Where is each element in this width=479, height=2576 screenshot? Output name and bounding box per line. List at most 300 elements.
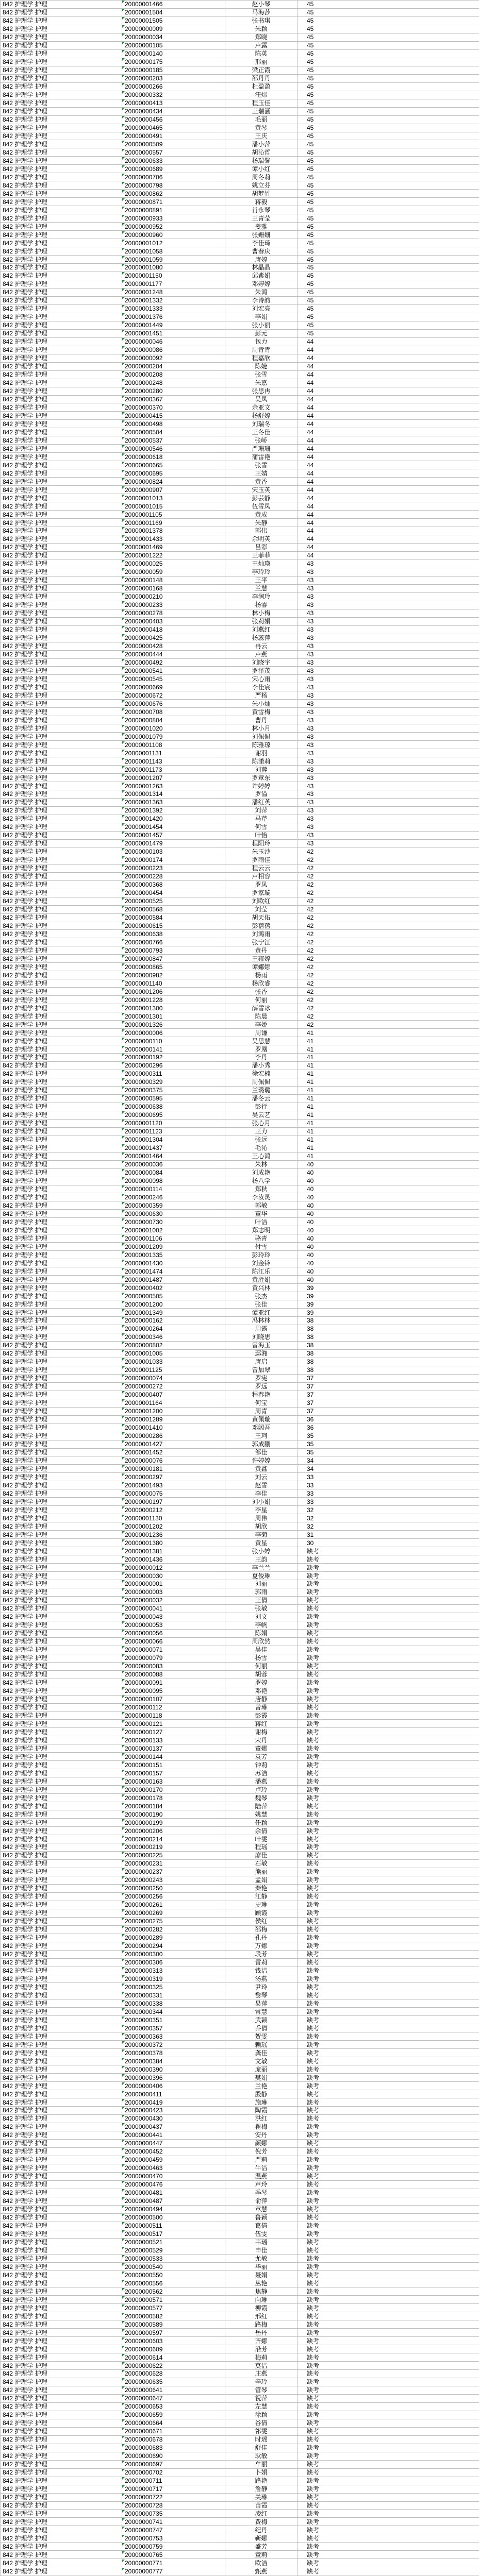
major-text: 842 护理学 护理	[3, 1201, 47, 1209]
exam-id-cell	[122, 1728, 225, 1736]
table-row	[1, 1391, 479, 1399]
exam-id-cell	[122, 1407, 225, 1415]
major-cell	[1, 296, 122, 304]
table-row	[1, 66, 479, 74]
student-name-text: 王韵	[255, 1555, 268, 1563]
exam-id-cell	[122, 1596, 225, 1604]
score-cell	[298, 1152, 479, 1160]
major-text: 842 护理学 护理	[3, 2534, 47, 2542]
major-text: 842 护理学 护理	[3, 2419, 47, 2427]
exam-id-cell	[122, 2435, 225, 2444]
table-row	[1, 494, 479, 502]
score-cell	[298, 1506, 479, 1514]
exam-id-cell	[122, 2271, 225, 2279]
major-cell	[1, 1004, 122, 1012]
exam-id-cell	[122, 1991, 225, 1999]
score-cell	[298, 1358, 479, 1366]
score-cell	[298, 2197, 479, 2205]
major-cell	[1, 2329, 122, 2337]
major-text: 842 护理学 护理	[3, 766, 47, 773]
exam-id-text: 20000000256	[125, 1893, 163, 1901]
major-text: 842 护理学 护理	[3, 321, 47, 329]
student-name-text: 任颖	[255, 1819, 268, 1826]
exam-id-cell	[122, 2107, 225, 2115]
major-cell	[1, 1999, 122, 2008]
score-text: 缺考	[307, 2501, 320, 2509]
table-row	[1, 403, 479, 412]
score-text: 缺考	[307, 1909, 320, 1917]
student-name-cell	[225, 362, 298, 370]
student-name-text: 黎琴	[255, 1991, 268, 1999]
student-name-cell	[225, 1983, 298, 1991]
major-cell	[1, 2370, 122, 2378]
student-name-cell	[225, 140, 298, 148]
table-row	[1, 148, 479, 157]
student-name-text: 叶雯	[255, 1835, 268, 1843]
major-text: 842 护理学 护理	[3, 1317, 47, 1325]
student-name-cell	[225, 1070, 298, 1078]
major-text: 842 护理学 护理	[3, 1827, 47, 1835]
student-name-text: 黄香	[255, 478, 268, 485]
exam-id-text: 20000000053	[125, 1621, 163, 1629]
score-text: 40	[307, 1243, 314, 1250]
score-text: 38	[307, 1333, 314, 1341]
major-cell	[1, 1901, 122, 1909]
table-row	[1, 2172, 479, 2180]
major-cell	[1, 733, 122, 741]
student-name-cell	[225, 1267, 298, 1276]
major-cell	[1, 25, 122, 33]
score-text: 缺考	[307, 1852, 320, 1859]
table-row	[1, 2345, 479, 2353]
exam-id-text: 20000000148	[125, 577, 163, 584]
exam-id-text: 20000000370	[125, 403, 163, 411]
student-name-cell	[225, 198, 298, 206]
score-cell	[298, 568, 479, 576]
major-text: 842 护理学 护理	[3, 1440, 47, 1448]
exam-id-text: 20000000933	[125, 214, 163, 222]
student-name-cell	[225, 601, 298, 609]
exam-id-cell	[122, 1695, 225, 1703]
score-text: 41	[307, 1078, 314, 1086]
exam-id-cell	[122, 2255, 225, 2263]
table-row	[1, 2501, 479, 2510]
student-name-cell	[225, 1432, 298, 1440]
score-text: 44	[307, 354, 314, 362]
major-text: 842 护理学 护理	[3, 1366, 47, 1374]
student-name-text: 王青莹	[252, 214, 271, 222]
table-row	[1, 2287, 479, 2296]
exam-id-cell	[122, 823, 225, 831]
exam-id-text: 20000000071	[125, 1646, 163, 1654]
score-text: 45	[307, 83, 314, 91]
major-text: 842 护理学 护理	[3, 2016, 47, 2024]
exam-id-cell	[122, 239, 225, 247]
major-cell	[1, 2493, 122, 2501]
exam-id-cell	[122, 1531, 225, 1539]
student-name-text: 史琳	[255, 1901, 268, 1909]
major-text: 842 护理学 护理	[3, 658, 47, 666]
major-text: 842 护理学 护理	[3, 1161, 47, 1168]
exam-id-text: 20000000540	[125, 2263, 163, 2270]
score-text: 缺考	[307, 1613, 320, 1621]
exam-id-cell	[122, 1127, 225, 1136]
score-cell	[298, 403, 479, 412]
major-cell	[1, 2337, 122, 2345]
exam-id-text: 20000000463	[125, 2164, 163, 2172]
table-row	[1, 1876, 479, 1884]
student-name-cell	[225, 1456, 298, 1465]
student-name-text: 芦玲	[255, 2181, 268, 2189]
score-cell	[298, 99, 479, 107]
major-cell	[1, 930, 122, 938]
score-text: 缺考	[307, 1893, 320, 1901]
major-text: 842 护理学 护理	[3, 2263, 47, 2270]
table-row	[1, 2098, 479, 2107]
exam-id-cell	[122, 675, 225, 683]
exam-id-text: 20000001059	[125, 256, 163, 263]
exam-id-text: 20000000747	[125, 2526, 163, 2534]
student-name-cell	[225, 617, 298, 625]
score-cell	[298, 2320, 479, 2329]
major-text: 842 护理学 护理	[3, 2271, 47, 2279]
exam-id-cell	[122, 815, 225, 823]
major-text: 842 护理学 护理	[3, 1210, 47, 1217]
major-cell	[1, 223, 122, 231]
score-text: 42	[307, 996, 314, 1004]
exam-id-text: 20000001236	[125, 1531, 163, 1538]
major-cell	[1, 190, 122, 198]
major-text: 842 护理学 护理	[3, 132, 47, 140]
major-cell	[1, 691, 122, 700]
score-text: 缺考	[307, 2428, 320, 2435]
table-row	[1, 1382, 479, 1391]
student-name-cell	[225, 1777, 298, 1786]
student-name-cell	[225, 2468, 298, 2477]
student-name-text: 汪炜	[255, 91, 268, 99]
exam-id-text: 20000001173	[125, 766, 162, 773]
major-text: 842 护理学 护理	[3, 1292, 47, 1300]
score-text: 42	[307, 930, 314, 938]
score-table-body	[1, 1, 479, 2576]
student-name-cell	[225, 8, 298, 16]
student-name-cell	[225, 988, 298, 996]
score-cell	[298, 1662, 479, 1670]
student-name-text: 凌红	[255, 2510, 268, 2517]
student-name-cell	[225, 1662, 298, 1670]
exam-id-text: 20000000641	[125, 2386, 163, 2394]
student-name-text: 陈娟	[255, 1630, 268, 1637]
student-name-text: 黄琴	[255, 124, 268, 132]
student-name-text: 李佳宸	[252, 683, 271, 691]
student-name-cell	[225, 2098, 298, 2107]
score-cell	[298, 1720, 479, 1728]
exam-id-text: 20000000487	[125, 2197, 163, 2205]
score-cell	[298, 412, 479, 420]
student-name-text: 陶霞	[255, 2107, 268, 2114]
major-text: 842 护理学 护理	[3, 1646, 47, 1654]
student-name-text: 张雪	[255, 461, 268, 469]
score-text: 40	[307, 1193, 314, 1201]
exam-id-text: 20000001430	[125, 1259, 163, 1267]
student-name-text: 谢羽	[255, 749, 268, 757]
student-name-cell	[225, 1168, 298, 1177]
score-text: 缺考	[307, 2115, 320, 2123]
student-name-text: 俞萍	[255, 2197, 268, 2205]
student-name-cell	[225, 831, 298, 839]
score-text: 45	[307, 124, 314, 132]
table-row	[1, 231, 479, 239]
student-name-text: 邵梅	[255, 1926, 268, 1934]
score-cell	[298, 1473, 479, 1481]
major-text: 842 护理学 护理	[3, 2090, 47, 2098]
major-cell	[1, 1827, 122, 1835]
score-cell	[298, 1054, 479, 1062]
student-name-cell	[225, 2320, 298, 2329]
major-text: 842 护理学 护理	[3, 99, 47, 107]
major-cell	[1, 1736, 122, 1744]
major-text: 842 护理学 护理	[3, 741, 47, 749]
score-text: 44	[307, 502, 314, 510]
exam-id-text: 20000000804	[125, 716, 163, 724]
exam-id-cell	[122, 1201, 225, 1210]
major-text: 842 护理学 护理	[3, 856, 47, 864]
exam-id-cell	[122, 1580, 225, 1588]
score-cell	[298, 1374, 479, 1382]
student-name-text: 钟莉	[255, 1761, 268, 1769]
exam-id-cell	[122, 1012, 225, 1021]
major-cell	[1, 1498, 122, 1506]
major-cell	[1, 2460, 122, 2468]
exam-id-text: 20000000163	[125, 1777, 163, 1785]
student-name-cell	[225, 1859, 298, 1868]
major-cell	[1, 1547, 122, 1555]
score-cell	[298, 239, 479, 247]
student-name-cell	[225, 1448, 298, 1456]
table-row	[1, 58, 479, 66]
score-text: 44	[307, 363, 314, 370]
student-name-text: 严杨	[255, 691, 268, 699]
student-name-text: 王冬佳	[252, 428, 271, 436]
exam-id-text: 20000001304	[125, 1136, 163, 1144]
major-text: 842 护理学 护理	[3, 1580, 47, 1588]
major-text: 842 护理学 护理	[3, 1687, 47, 1695]
exam-id-text: 20000000294	[125, 1942, 163, 1950]
score-text: 缺考	[307, 1967, 320, 1975]
exam-id-cell	[122, 642, 225, 650]
score-text: 缺考	[307, 2526, 320, 2534]
score-text: 缺考	[307, 1605, 320, 1613]
table-row	[1, 2510, 479, 2518]
score-cell	[298, 724, 479, 733]
score-cell	[298, 124, 479, 132]
student-name-text: 赵雪	[255, 1481, 268, 1489]
major-cell	[1, 1983, 122, 1991]
student-name-text: 杨雨	[255, 971, 268, 979]
major-cell	[1, 650, 122, 658]
major-text: 842 护理学 护理	[3, 2395, 47, 2402]
score-cell	[298, 1942, 479, 1950]
table-row	[1, 2304, 479, 2312]
table-row	[1, 2526, 479, 2534]
student-name-cell	[225, 576, 298, 584]
score-cell	[298, 264, 479, 272]
score-cell	[298, 1736, 479, 1744]
exam-id-text: 20000000264	[125, 1325, 163, 1333]
exam-id-cell	[122, 1629, 225, 1637]
exam-id-text: 20000000960	[125, 231, 163, 239]
student-name-cell	[225, 1086, 298, 1094]
exam-id-text: 20000000006	[125, 1029, 163, 1037]
student-name-cell	[225, 823, 298, 831]
major-cell	[1, 1934, 122, 1942]
student-name-text: 严莉	[255, 2156, 268, 2164]
student-name-text: 张小婷	[252, 1547, 271, 1555]
table-row	[1, 1555, 479, 1564]
major-cell	[1, 1761, 122, 1769]
score-text: 缺考	[307, 1744, 320, 1752]
table-row	[1, 1819, 479, 1827]
student-name-cell	[225, 2032, 298, 2041]
table-row	[1, 592, 479, 601]
exam-id-text: 20000000162	[125, 1317, 163, 1325]
major-text: 842 护理学 护理	[3, 897, 47, 905]
exam-id-cell	[122, 214, 225, 223]
student-name-cell	[225, 782, 298, 790]
exam-id-cell	[122, 1819, 225, 1827]
exam-id-cell	[122, 1810, 225, 1819]
major-cell	[1, 1251, 122, 1259]
score-cell	[298, 2501, 479, 2510]
student-name-cell	[225, 790, 298, 799]
exam-id-cell	[122, 568, 225, 576]
score-text: 缺考	[307, 2131, 320, 2139]
score-text: 43	[307, 782, 314, 790]
major-cell	[1, 239, 122, 247]
major-text: 842 护理学 护理	[3, 50, 47, 58]
student-name-cell	[225, 2419, 298, 2427]
major-text: 842 护理学 护理	[3, 2214, 47, 2222]
table-row	[1, 1021, 479, 1029]
major-text: 842 护理学 护理	[3, 1835, 47, 1843]
exam-id-text: 20000000174	[125, 856, 163, 864]
major-cell	[1, 1407, 122, 1415]
major-text: 842 护理学 护理	[3, 2140, 47, 2147]
student-name-text: 吴思慧	[252, 1037, 271, 1045]
score-text: 44	[307, 552, 314, 560]
table-row	[1, 337, 479, 346]
exam-id-text: 20000000402	[125, 1284, 163, 1292]
major-cell	[1, 1629, 122, 1637]
major-text: 842 护理学 护理	[3, 1539, 47, 1547]
score-cell	[298, 1259, 479, 1267]
exam-id-text: 20000000375	[125, 1087, 163, 1094]
student-name-text: 陈晨	[255, 1012, 268, 1020]
score-text: 32	[307, 1506, 314, 1514]
table-row	[1, 2255, 479, 2263]
score-cell	[298, 1777, 479, 1786]
exam-id-text: 20000000282	[125, 1926, 163, 1934]
score-text: 38	[307, 1358, 314, 1366]
table-row	[1, 749, 479, 757]
table-row	[1, 2024, 479, 2032]
table-row	[1, 2543, 479, 2551]
major-cell	[1, 436, 122, 445]
exam-id-cell	[122, 2526, 225, 2534]
score-text: 缺考	[307, 2008, 320, 2015]
score-cell	[298, 551, 479, 560]
major-cell	[1, 1309, 122, 1317]
student-name-cell	[225, 2493, 298, 2501]
student-name-cell	[225, 2543, 298, 2551]
major-cell	[1, 955, 122, 963]
exam-id-text: 20000000847	[125, 955, 163, 962]
major-text: 842 护理学 护理	[3, 2370, 47, 2378]
exam-id-cell	[122, 486, 225, 494]
table-row	[1, 1884, 479, 1892]
exam-id-text: 20000001263	[125, 782, 163, 790]
exam-id-text: 20000001333	[125, 305, 163, 313]
table-row	[1, 1613, 479, 1621]
score-text: 38	[307, 1325, 314, 1333]
exam-id-cell	[122, 2394, 225, 2402]
score-text: 缺考	[307, 1646, 320, 1654]
major-text: 842 护理学 护理	[3, 2098, 47, 2106]
table-row	[1, 1448, 479, 1456]
exam-id-cell	[122, 1662, 225, 1670]
student-name-text: 赵小琴	[252, 1, 271, 8]
score-cell	[298, 2156, 479, 2164]
table-row	[1, 2090, 479, 2098]
score-cell	[298, 1029, 479, 1037]
score-cell	[298, 115, 479, 124]
exam-id-text: 20000000444	[125, 651, 163, 658]
score-cell	[298, 2518, 479, 2526]
major-cell	[1, 1160, 122, 1168]
student-name-text: 易萍	[255, 1999, 268, 2007]
table-row	[1, 2460, 479, 2468]
exam-id-text: 20000000286	[125, 1432, 163, 1440]
exam-id-text: 20000000034	[125, 33, 163, 41]
exam-id-text: 20000000056	[125, 1630, 163, 1637]
table-row	[1, 2402, 479, 2411]
major-text: 842 护理学 护理	[3, 157, 47, 164]
score-text: 缺考	[307, 2123, 320, 2131]
major-text: 842 护理学 护理	[3, 2181, 47, 2189]
score-cell	[298, 469, 479, 478]
score-text: 缺考	[307, 2386, 320, 2394]
exam-id-text: 20000001033	[125, 1358, 163, 1366]
major-cell	[1, 922, 122, 930]
table-row	[1, 766, 479, 774]
score-cell	[298, 1572, 479, 1580]
student-name-text: 林小月	[252, 724, 271, 732]
major-text: 842 护理学 护理	[3, 2065, 47, 2073]
major-cell	[1, 535, 122, 543]
score-cell	[298, 2139, 479, 2147]
student-name-text: 许婷婷	[252, 1456, 271, 1464]
exam-id-cell	[122, 1917, 225, 1925]
student-name-cell	[225, 1407, 298, 1415]
major-cell	[1, 642, 122, 650]
student-name-cell	[225, 115, 298, 124]
major-cell	[1, 1029, 122, 1037]
exam-id-text: 20000000582	[125, 2312, 163, 2320]
score-cell	[298, 519, 479, 527]
major-text: 842 护理学 护理	[3, 379, 47, 387]
major-text: 842 护理学 护理	[3, 2148, 47, 2156]
major-text: 842 护理学 护理	[3, 683, 47, 691]
